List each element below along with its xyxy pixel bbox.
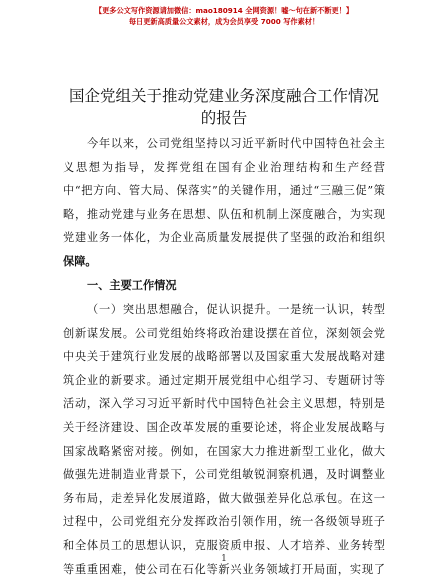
document-title-line-1: 国企党组关于推动党建业务深度融合工作情况 [68, 87, 379, 105]
promo-banner-line-2: 每日更新高质量公文素材，成为会员享受 7000 写作素材！ [128, 17, 320, 26]
section-heading: 一、主要工作情况 [87, 279, 177, 292]
paragraph-line: 等重重困难，使公司在石化等新兴业务领域打开局面，实现了 [63, 562, 385, 576]
paragraph-line: 义思想为指导，发挥党组在国有企业治理结构和生产经营 [63, 160, 385, 174]
paragraph-line: 筑企业的新要求。通过定期开展党组中心组学习、专题研讨等 [63, 373, 385, 387]
document-title-line-2: 的报告 [200, 109, 248, 127]
page-number: 1 [221, 554, 227, 564]
paragraph-line: 关于经济建设、国企改革发展的重要论述，将企业发展战略与 [63, 421, 385, 434]
paragraph-line: 中央关于建筑行业发展的战略部署以及国家重大发展战略对建 [63, 350, 385, 364]
paragraph-line: 和全体员工的思想认识，克服资质申报、人才培养、业务转型 [63, 539, 385, 552]
paragraph-line: 党建业务一体化，为企业高质量发展提供了坚强的政治和组织 [63, 231, 385, 245]
paragraph-line: 务布局，走差异化发展道路，做大做强差异化总承包。在这一 [63, 491, 385, 505]
paragraph-line: 保障。 [63, 255, 97, 268]
paragraph-line: 国家战略紧密对接。例如，在国家大力推进新型工业化，做大 [63, 444, 385, 458]
paragraph-line: 过程中，公司党组充分发挥政治引领作用，统一各级领导班子 [63, 515, 385, 529]
paragraph-line: 略，推动党建与业务在思想、队伍和机制上深度融合，为实现 [63, 207, 385, 221]
paragraph-line: 活动，深入学习习近平新时代中国特色社会主义思想，特别是 [63, 397, 385, 411]
promo-banner-line-1: 【更多公文写作资源请加微信：mao180914 全网资源！嘘～句在新不断更！】 [94, 6, 354, 15]
paragraph-line: （一）突出思想融合，促认识提升。一是统一认识，转型 [87, 303, 385, 316]
paragraph-line: 创新谋发展。公司党组始终将政治建设摆在首位，深刻领会党 [63, 326, 385, 340]
paragraph-line: 做强先进制造业背景下，公司党组敏锐洞察机遇，及时调整业 [63, 468, 385, 482]
paragraph-line: 中“把方向、管大局、保落实”的关键作用，通过“三融三促”策 [63, 184, 385, 198]
paragraph-line: 今年以来，公司党组坚持以习近平新时代中国特色社会主 [87, 137, 385, 150]
